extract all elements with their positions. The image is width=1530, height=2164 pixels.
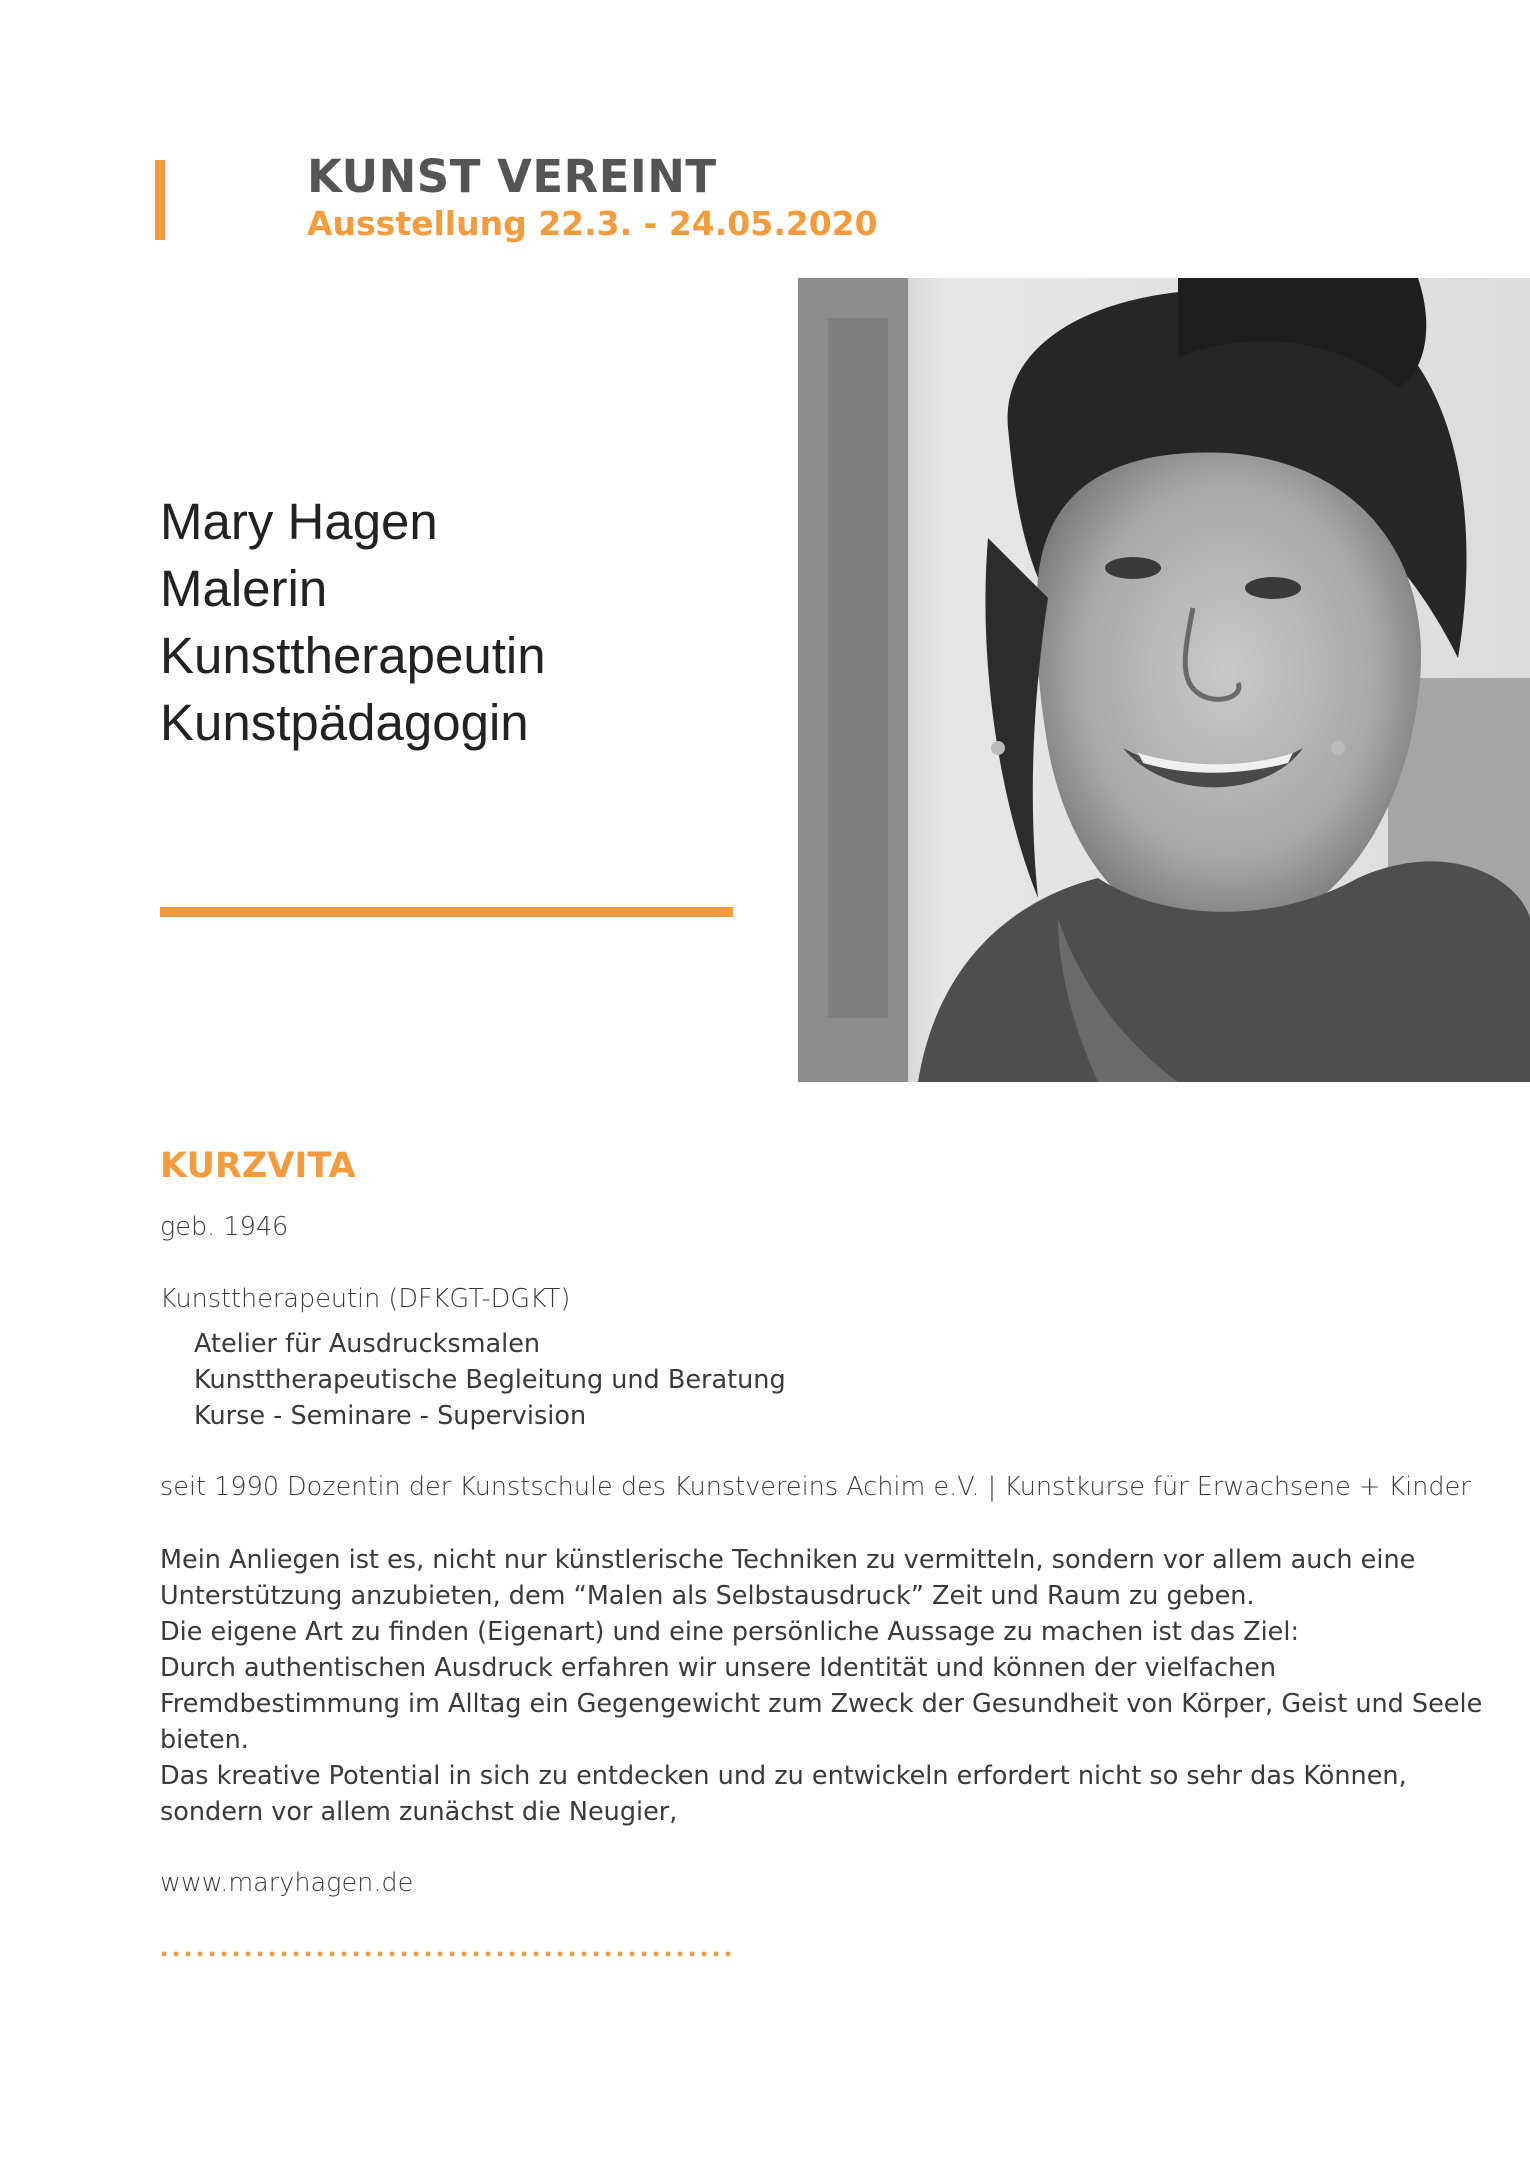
qualification: Kunsttherapeutin (DFKGT-DGKT) [160,1284,571,1314]
paragraph-line: bieten. [160,1725,249,1755]
person-role-painter: Malerin [160,560,328,617]
paragraph-line: Unterstützung anzubieten, dem “Malen als Selbstausdruck” Zeit und Raum zu geben. [160,1581,1255,1611]
paragraph-line: Die eigene Art zu finden (Eigenart) und eine persönliche Aussage zu machen ist das Ziel: [160,1617,1300,1647]
dotted-divider [160,1950,740,1958]
kurzvita-title: KURZVITA [160,1146,356,1186]
portrait-photo [798,278,1530,1082]
offering-item: Atelier für Ausdrucksmalen [194,1329,541,1359]
paragraph-line: sondern vor allem zunächst die Neugier, [160,1797,678,1827]
offerings-list [194,1326,786,1434]
offering-item: Kurse - Seminare - Supervision [194,1401,587,1431]
website-link[interactable]: www.maryhagen.de [160,1868,414,1898]
birth-year: geb. 1946 [160,1212,289,1242]
paragraph-line: Das kreative Potential in sich zu entdecken und zu entwickeln erfordert nicht so sehr das Können, [160,1761,1407,1791]
portrait-photo-icon [798,278,1530,1082]
mission-paragraph [160,1542,1483,1830]
header-subtitle: Ausstellung 22.3. - 24.05.2020 [307,204,878,243]
since-text: Dozentin der Kunstschule des Kunstvereins Achim e.V. | Kunstkurse für Erwachsene + Kinder [287,1472,1471,1502]
person-role-art-therapist: Kunsttherapeutin [160,627,546,684]
paragraph-line: Mein Anliegen ist es, nicht nur künstlerische Techniken zu vermitteln, sondern vor allem auch eine [160,1545,1416,1575]
header-accent-bar [155,160,165,240]
since-row [160,1472,1471,1502]
since-year: seit 1990 [160,1472,280,1502]
orange-divider [160,907,733,917]
person-name: Mary Hagen [160,493,438,550]
paragraph-line: Fremdbestimmung im Alltag ein Gegengewicht zum Zweck der Gesundheit von Körper, Geist und Seele [160,1689,1483,1719]
offering-item: Kunsttherapeutische Begleitung und Beratung [194,1365,786,1395]
paragraph-line: Durch authentischen Ausdruck erfahren wir unsere Identität und können der vielfachen [160,1653,1277,1683]
header-title: KUNST VEREINT [307,150,717,203]
person-role-art-educator: Kunstpädagogin [160,694,529,751]
person-block [160,488,546,756]
